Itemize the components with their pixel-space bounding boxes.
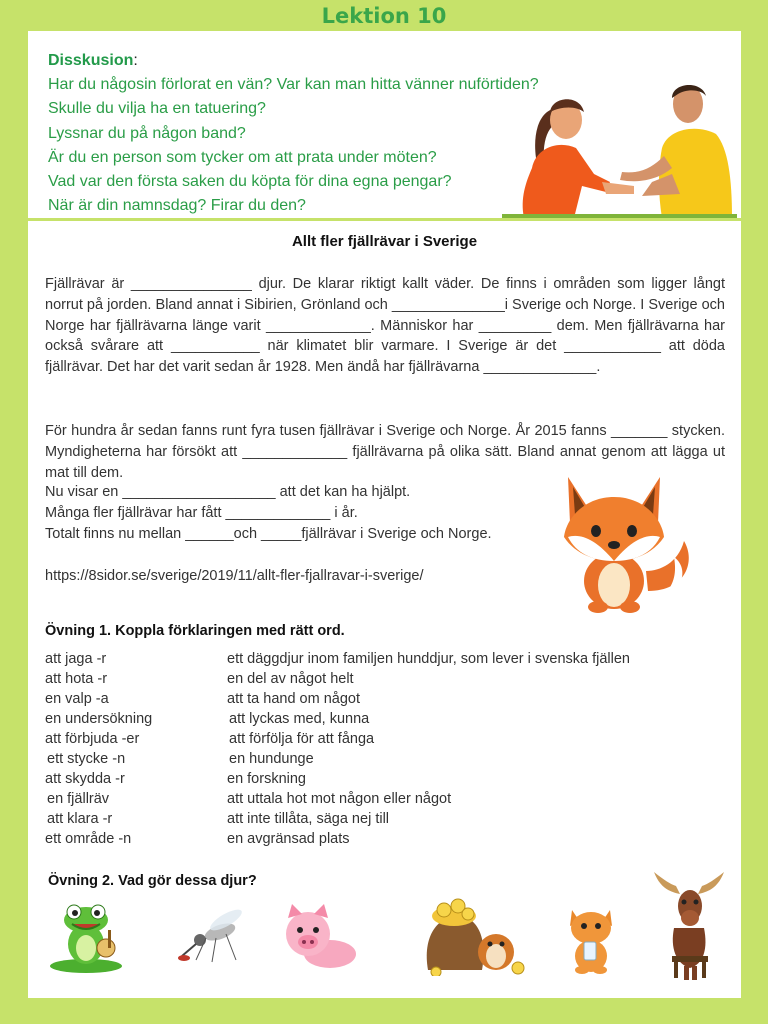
exercise1-term: att hota -r [45,671,108,687]
exercise1-title: Övning 1. Koppla förklaringen med rätt ord. [45,623,345,639]
exercise1-definition: att ta hand om något [227,691,361,707]
exercise1-definition: att inte tillåta, säga nej till [227,811,390,827]
article-paragraph-2: För hundra år sedan fanns runt fyra tusen fjällrävar i Sverige och Norge. År 2015 fanns _______ stycken. Myndigheterna har försökt att _____________ fjällrävarna på olika sätt. Bland annat genom att lägga ut mat till dem. [45,423,725,481]
exercise1-term: ett område -n [45,831,132,847]
pig-icon [274,904,358,974]
exercise1-definition: en hundunge [229,751,314,767]
exercise1-row [45,671,725,691]
exercise1-row [45,691,725,711]
exercise1-term: att förbjuda -er [45,731,140,747]
exercise1-definition: en del av något helt [227,671,354,687]
exercise1-term: en fjällräv [47,791,110,807]
mosquito-icon [176,904,252,964]
exercise1-definition: en forskning [227,771,306,787]
exercise1-term: ett stycke -n [47,751,126,767]
exercise1-definition: en avgränsad plats [227,831,350,847]
discussion-label: Disskusion [48,52,134,69]
exercise1-row [45,651,725,671]
discussion-heading: Disskusion: [48,52,138,69]
exercise1-definition: att lyckas med, kunna [229,711,370,727]
exercise1-definition: att uttala hot mot någon eller något [227,791,452,807]
article-panel [28,221,741,998]
source-link[interactable]: https://8sidor.se/sverige/2019/11/allt-fler-fjallravar-i-sverige/ [45,568,424,584]
cat-milk-icon [566,904,616,974]
discussion-question-1: Har du någosin förlorat en vän? Var kan man hitta vänner nuförtiden? [48,76,539,94]
exercise1-row [45,791,725,811]
article-line-3: Totalt finns nu mellan ______och _____fjällrävar i Sverige och Norge. [45,526,492,542]
exercise1-definition: att förfölja för att fånga [229,731,375,747]
discussion-question-2: Skulle du vilja ha en tatuering? [48,100,266,118]
discussion-list [48,49,539,218]
exercise1-term: en valp -a [45,691,109,707]
frog-banjo-icon [48,904,124,974]
discussion-question-6: När är din namnsdag? Firar du den? [48,197,306,215]
exercise1-term: en undersökning [45,711,153,727]
exercise1-row [45,751,725,771]
exercise1-term: att skydda -r [45,771,125,787]
discussion-question-3: Lyssnar du på någon band? [48,124,246,142]
exercise1-row [45,831,725,851]
discussion-question-4: Är du en person som tycker om att prata under möten? [48,148,437,166]
two-people-talking-icon [502,78,737,218]
exercise1-row [45,731,725,751]
fox-icon [556,471,696,613]
exercise2-title: Övning 2. Vad gör dessa djur? [48,873,257,889]
article-line-2: Många fler fjällrävar har fått _____________ i år. [45,505,358,521]
exercise1-row [45,771,725,791]
discussion-question-5: Vad var den första saken du köpta för dina egna pengar? [48,173,452,191]
moose-icon [650,868,728,980]
exercise2-animals [28,896,741,996]
exercise1-row [45,811,725,831]
lesson-title: Lektion 10 [321,4,447,28]
discussion-panel [28,31,741,218]
article-paragraph-1: Fjällrävar är _______________ djur. De klarar riktigt kallt väder. De finns i områden som ligger långt norrut på jorden. Bland annat i Sibirien, Grönland och ______________i Sverige och Norge. I Sverige och Norge har fjällrävarna länge varit _____________. Människor har _________ dem. Men fjällrävarna har också svårare att ___________ när klimatet blir varmare. I Sverige är det ____________ att döda fjällrävar. Det har det varit sedan år 1928. Men ändå har fjällrävarna ______________. [45,276,725,376]
exercise1-row [45,711,725,731]
article-title: Allt fler fjällrävar i Sverige [291,233,478,250]
article-line-1: Nu visar en ___________________ att det kan ha hjälpt. [45,484,411,500]
hamster-gold-icon [418,896,526,976]
exercise1-term: att klara -r [47,811,113,827]
exercise1-term: att jaga -r [45,651,107,667]
exercise1-definition: ett däggdjur inom familjen hunddjur, som lever i svenska fjällen [227,651,630,667]
